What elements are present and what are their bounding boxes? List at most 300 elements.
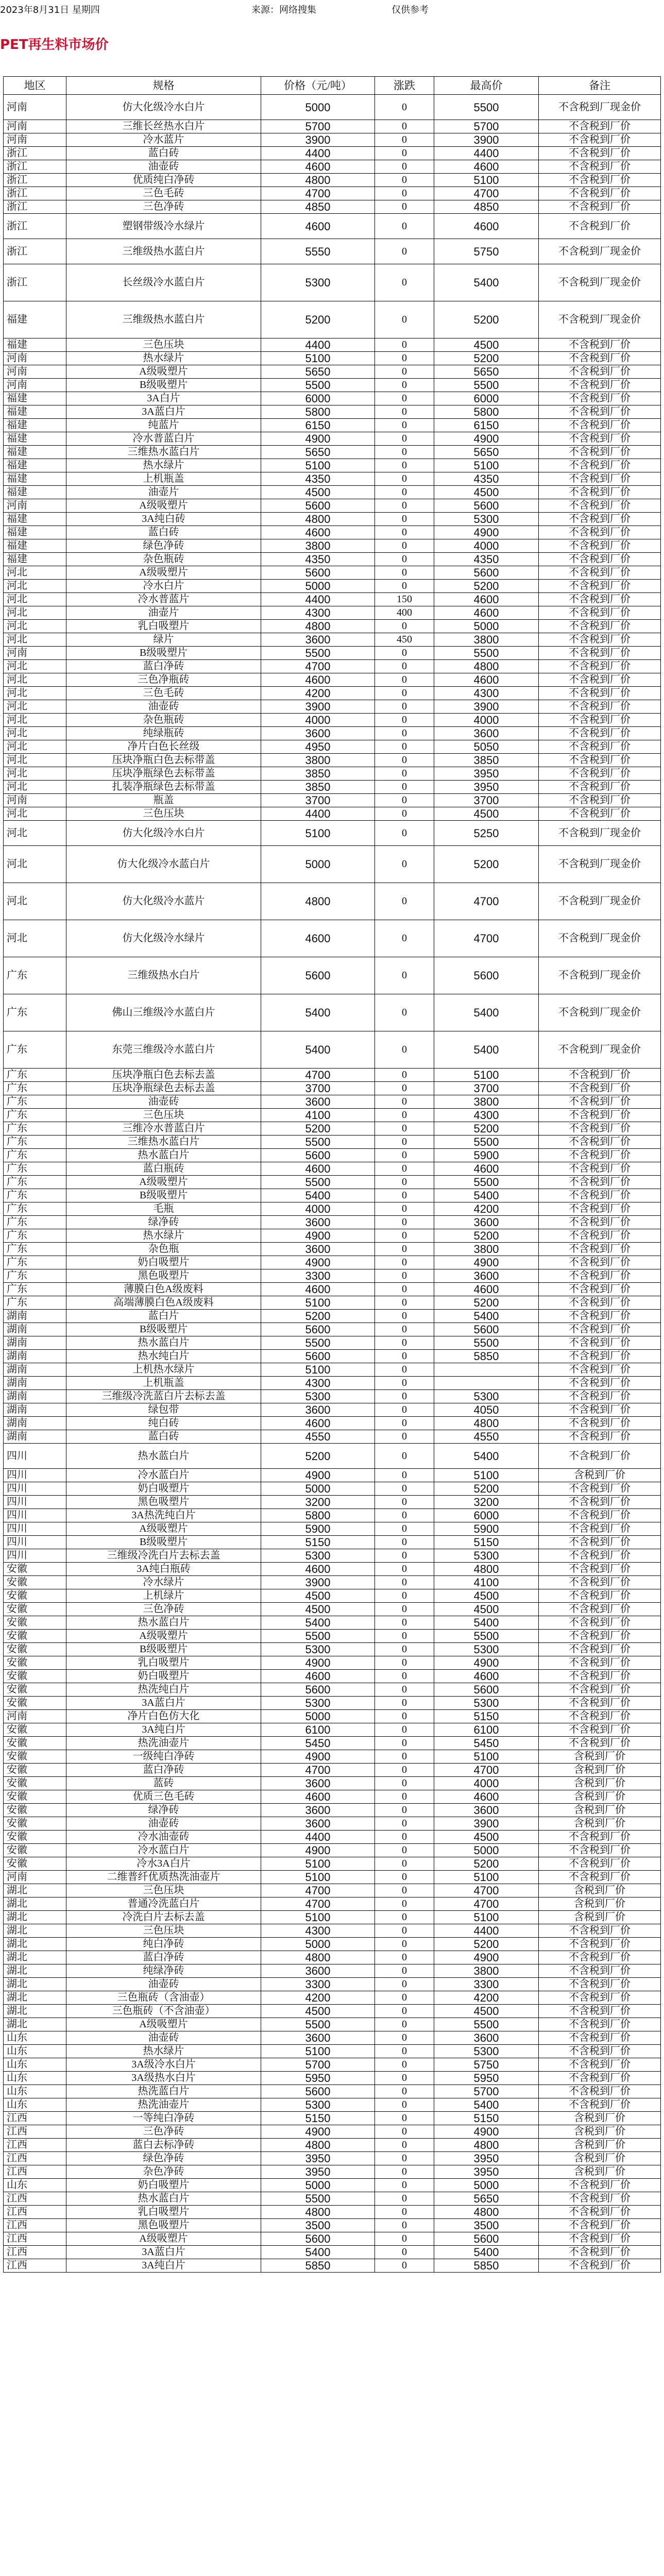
cell-region: 广东 [4, 1082, 66, 1095]
cell-high: 6150 [434, 419, 539, 432]
cell-high: 4100 [434, 1576, 539, 1589]
cell-price: 3600 [261, 1216, 375, 1229]
cell-price: 3600 [261, 1243, 375, 1256]
cell-price: 3950 [261, 2165, 375, 2179]
cell-note: 不含税到厂价 [539, 2232, 661, 2246]
cell-change: 0 [375, 2018, 434, 2031]
cell-change: 0 [375, 120, 434, 133]
cell-high: 5500 [434, 1336, 539, 1350]
cell-region: 河南 [4, 794, 66, 807]
cell-change: 0 [375, 1656, 434, 1670]
cell-region: 湖南 [4, 1310, 66, 1323]
cell-region: 山东 [4, 2031, 66, 2045]
cell-change: 0 [375, 1229, 434, 1243]
cell-price: 4600 [261, 160, 375, 174]
cell-change: 0 [375, 200, 434, 214]
cell-change: 0 [375, 2031, 434, 2045]
cell-region: 浙江 [4, 264, 66, 301]
cell-spec: 纯绿瓶砖 [66, 727, 261, 740]
table-row [4, 239, 661, 264]
cell-high: 5500 [434, 1136, 539, 1149]
cell-change: 450 [375, 633, 434, 647]
table-row [4, 1469, 661, 1482]
cell-spec: 3A蓝白片 [66, 405, 261, 419]
cell-region: 浙江 [4, 160, 66, 174]
table-row [4, 526, 661, 539]
cell-region: 江西 [4, 2152, 66, 2165]
cell-note: 不含税到厂价 [539, 2085, 661, 2098]
cell-change: 0 [375, 807, 434, 821]
cell-price: 3600 [261, 1804, 375, 1817]
cell-spec: B级吸塑片 [66, 1189, 261, 1202]
cell-price: 4500 [261, 1589, 375, 1603]
table-row [4, 1777, 661, 1790]
table-row [4, 1844, 661, 1857]
table-row [4, 539, 661, 553]
cell-change: 0 [375, 1978, 434, 1991]
cell-change: 0 [375, 1095, 434, 1109]
table-row [4, 120, 661, 133]
cell-price: 5300 [261, 1643, 375, 1656]
cell-high: 4700 [434, 1884, 539, 1897]
cell-price: 5100 [261, 1363, 375, 1377]
cell-region: 四川 [4, 1536, 66, 1549]
table-row [4, 1670, 661, 1683]
cell-change: 0 [375, 1777, 434, 1790]
cell-region: 河南 [4, 352, 66, 365]
cell-region: 河北 [4, 593, 66, 606]
cell-spec: 三维热水蓝白片 [66, 446, 261, 459]
cell-high: 5100 [434, 1069, 539, 1082]
cell-note: 不含税到厂现金价 [539, 846, 661, 883]
table-row [4, 1817, 661, 1831]
cell-price: 5100 [261, 1871, 375, 1884]
cell-change: 0 [375, 1536, 434, 1549]
cell-change: 0 [375, 1643, 434, 1656]
cell-note: 含税到厂价 [539, 1790, 661, 1804]
column-header-change: 涨跌 [375, 77, 434, 95]
cell-region: 河南 [4, 95, 66, 120]
cell-price: 4700 [261, 1897, 375, 1911]
cell-region: 河北 [4, 740, 66, 754]
cell-spec: 绿片 [66, 633, 261, 647]
cell-high: 3200 [434, 1496, 539, 1509]
cell-price: 5400 [261, 994, 375, 1031]
cell-spec: 蓝白净砖 [66, 660, 261, 673]
cell-note: 不含税到厂价 [539, 120, 661, 133]
cell-region: 安徽 [4, 1790, 66, 1804]
table-header-row [4, 77, 661, 95]
cell-region: 湖南 [4, 1323, 66, 1336]
cell-price: 5000 [261, 580, 375, 593]
cell-note: 不含税到厂价 [539, 200, 661, 214]
cell-note: 不含税到厂价 [539, 379, 661, 392]
cell-price: 4000 [261, 1202, 375, 1216]
cell-region: 浙江 [4, 187, 66, 200]
cell-spec: 3A级冷水白片 [66, 2058, 261, 2072]
cell-high: 5200 [434, 301, 539, 338]
cell-price: 4600 [261, 1162, 375, 1176]
cell-change: 0 [375, 1283, 434, 1296]
cell-change: 0 [375, 1296, 434, 1310]
cell-note: 不含税到厂价 [539, 1069, 661, 1082]
cell-spec: 热洗油壶片 [66, 1737, 261, 1750]
cell-price: 4800 [261, 620, 375, 633]
cell-high: 6000 [434, 392, 539, 405]
cell-region: 山东 [4, 2058, 66, 2072]
cell-price: 3800 [261, 754, 375, 767]
table-row [4, 2246, 661, 2259]
table-row [4, 994, 661, 1031]
cell-region: 河南 [4, 647, 66, 660]
cell-high: 4300 [434, 687, 539, 700]
cell-note: 不含税到厂价 [539, 754, 661, 767]
cell-high: 3950 [434, 2152, 539, 2165]
cell-change: 0 [375, 1256, 434, 1269]
cell-note: 不含税到厂价 [539, 1683, 661, 1697]
cell-spec: 绿色净砖 [66, 2152, 261, 2165]
table-row [4, 1697, 661, 1710]
cell-high: 5200 [434, 1482, 539, 1496]
cell-region: 山东 [4, 2085, 66, 2098]
table-row [4, 2139, 661, 2152]
cell-region: 河南 [4, 1871, 66, 1884]
cell-spec: 油壶砖 [66, 1095, 261, 1109]
table-row [4, 807, 661, 821]
cell-spec: 3A纯白片 [66, 2259, 261, 2273]
cell-spec: 蓝白去标净砖 [66, 2139, 261, 2152]
cell-high: 4000 [434, 1777, 539, 1790]
cell-spec: 蓝白砖 [66, 526, 261, 539]
cell-high: 4600 [434, 606, 539, 620]
cell-note: 含税到厂价 [539, 2112, 661, 2125]
cell-high: 3850 [434, 754, 539, 767]
cell-price: 3600 [261, 1403, 375, 1417]
cell-note: 不含税到厂价 [539, 794, 661, 807]
cell-change: 0 [375, 1737, 434, 1750]
cell-spec: 纯白净砖 [66, 1938, 261, 1951]
table-row [4, 1336, 661, 1350]
cell-region: 安徽 [4, 1764, 66, 1777]
cell-high: 5750 [434, 239, 539, 264]
cell-high: 4500 [434, 1603, 539, 1616]
cell-change: 0 [375, 1269, 434, 1283]
cell-change: 0 [375, 264, 434, 301]
cell-price: 4300 [261, 1377, 375, 1390]
cell-region: 广东 [4, 1202, 66, 1216]
cell-price: 3600 [261, 1095, 375, 1109]
cell-note: 不含税到厂价 [539, 133, 661, 147]
cell-note: 不含税到厂价 [539, 1162, 661, 1176]
cell-price: 5200 [261, 1310, 375, 1323]
cell-change: 0 [375, 2112, 434, 2125]
cell-change: 0 [375, 2192, 434, 2206]
cell-high: 5700 [434, 2085, 539, 2098]
cell-spec: 杂色瓶砖 [66, 714, 261, 727]
cell-price: 4800 [261, 1951, 375, 1964]
cell-high: 5900 [434, 1522, 539, 1536]
cell-change: 0 [375, 1202, 434, 1216]
cell-price: 5000 [261, 1938, 375, 1951]
table-row [4, 1522, 661, 1536]
cell-price: 4800 [261, 2139, 375, 2152]
cell-note: 不含税到厂价 [539, 1336, 661, 1350]
table-row [4, 1924, 661, 1938]
cell-price: 6000 [261, 392, 375, 405]
table-row [4, 740, 661, 754]
cell-price: 4600 [261, 526, 375, 539]
cell-high: 5050 [434, 740, 539, 754]
cell-high: 4000 [434, 714, 539, 727]
cell-region: 河南 [4, 365, 66, 379]
cell-region: 福建 [4, 338, 66, 352]
table-row [4, 1576, 661, 1589]
cell-spec: 三维级热水白片 [66, 957, 261, 994]
cell-change: 0 [375, 2139, 434, 2152]
cell-change: 0 [375, 1750, 434, 1764]
cell-change: 0 [375, 1723, 434, 1737]
cell-region: 河北 [4, 566, 66, 580]
cell-region: 江西 [4, 2219, 66, 2232]
cell-change: 0 [375, 301, 434, 338]
cell-price: 4800 [261, 174, 375, 187]
cell-region: 安徽 [4, 1723, 66, 1737]
cell-change: 0 [375, 1630, 434, 1643]
cell-high: 5100 [434, 1911, 539, 1924]
header-date: 2023年8月31日 星期四 [0, 5, 100, 15]
cell-spec: 奶白吸塑片 [66, 2179, 261, 2192]
cell-change: 0 [375, 580, 434, 593]
cell-high: 4500 [434, 1831, 539, 1844]
table-row [4, 2045, 661, 2058]
cell-note: 不含税到厂价 [539, 580, 661, 593]
table-row [4, 365, 661, 379]
cell-note: 不含税到厂价 [539, 566, 661, 580]
cell-spec: 上机瓶盖 [66, 472, 261, 486]
cell-price: 5950 [261, 2072, 375, 2085]
cell-change: 0 [375, 1082, 434, 1095]
table-row [4, 2259, 661, 2273]
cell-change: 0 [375, 647, 434, 660]
cell-region: 河北 [4, 606, 66, 620]
cell-change: 0 [375, 174, 434, 187]
cell-note: 不含税到厂价 [539, 1509, 661, 1522]
cell-price: 3900 [261, 133, 375, 147]
cell-high: 4700 [434, 883, 539, 920]
cell-note: 不含税到厂现金价 [539, 821, 661, 846]
cell-spec: 热水绿片 [66, 352, 261, 365]
cell-high: 5000 [434, 2179, 539, 2192]
cell-high: 5300 [434, 1697, 539, 1710]
cell-change: 0 [375, 700, 434, 714]
cell-high: 5500 [434, 1176, 539, 1189]
cell-region: 安徽 [4, 1777, 66, 1790]
header-bar [0, 0, 664, 18]
cell-high: 5850 [434, 2259, 539, 2273]
cell-high: 5100 [434, 459, 539, 472]
cell-high: 4600 [434, 1283, 539, 1296]
cell-high: 5150 [434, 1710, 539, 1723]
cell-region: 河北 [4, 580, 66, 593]
cell-region: 湖北 [4, 1964, 66, 1978]
cell-spec: 上机瓶盖 [66, 1377, 261, 1390]
cell-spec: 三色净砖 [66, 200, 261, 214]
cell-high: 3700 [434, 794, 539, 807]
cell-note: 不含税到厂价 [539, 1951, 661, 1964]
table-row [4, 1243, 661, 1256]
cell-region: 福建 [4, 405, 66, 419]
cell-spec: 油壶片 [66, 606, 261, 620]
table-row [4, 301, 661, 338]
table-row [4, 1310, 661, 1323]
cell-change: 0 [375, 187, 434, 200]
cell-price: 4300 [261, 1924, 375, 1938]
cell-note: 不含税到厂价 [539, 1216, 661, 1229]
cell-spec: 毛瓶 [66, 1202, 261, 1216]
table-row [4, 1857, 661, 1871]
cell-price: 4800 [261, 2206, 375, 2219]
table-row [4, 1095, 661, 1109]
cell-high: 3950 [434, 2165, 539, 2179]
cell-change: 0 [375, 1603, 434, 1616]
table-row [4, 2058, 661, 2072]
cell-high: 4600 [434, 160, 539, 174]
cell-high: 4800 [434, 1417, 539, 1430]
cell-region: 湖北 [4, 1938, 66, 1951]
cell-high: 5200 [434, 1229, 539, 1243]
cell-region: 江西 [4, 2165, 66, 2179]
cell-spec: 热水绿片 [66, 1229, 261, 1243]
cell-note: 不含税到厂价 [539, 1149, 661, 1162]
cell-spec: 三维级冷洗白片去标去盖 [66, 1549, 261, 1563]
cell-region: 江西 [4, 2246, 66, 2259]
cell-price: 3900 [261, 1576, 375, 1589]
table-row [4, 1831, 661, 1844]
cell-region: 河北 [4, 673, 66, 687]
cell-spec: 仿大化级冷水绿片 [66, 920, 261, 957]
cell-high: 3600 [434, 1216, 539, 1229]
cell-change: 0 [375, 147, 434, 160]
cell-high: 5400 [434, 264, 539, 301]
cell-price: 4600 [261, 1670, 375, 1683]
cell-high: 5400 [434, 1031, 539, 1069]
cell-spec: 奶白吸塑片 [66, 1256, 261, 1269]
cell-region: 福建 [4, 419, 66, 432]
cell-spec: A级吸塑片 [66, 2018, 261, 2031]
cell-change: 0 [375, 2165, 434, 2179]
cell-region: 河北 [4, 807, 66, 821]
cell-change: 0 [375, 1069, 434, 1082]
cell-note: 含税到厂价 [539, 1897, 661, 1911]
table-row [4, 1122, 661, 1136]
cell-note: 不含税到厂价 [539, 486, 661, 499]
cell-price: 5300 [261, 1697, 375, 1710]
cell-note: 不含税到厂价 [539, 2259, 661, 2273]
cell-change: 0 [375, 419, 434, 432]
cell-note: 不含税到厂价 [539, 2192, 661, 2206]
cell-region: 河北 [4, 846, 66, 883]
table-row [4, 2098, 661, 2112]
cell-region: 广东 [4, 1069, 66, 1082]
cell-note: 含税到厂价 [539, 1750, 661, 1764]
cell-spec: 三维级热水蓝白片 [66, 301, 261, 338]
cell-region: 广东 [4, 957, 66, 994]
cell-change: 0 [375, 1897, 434, 1911]
column-header-note: 备注 [539, 77, 661, 95]
cell-spec: 3A纯白砖 [66, 513, 261, 526]
cell-price: 5500 [261, 1336, 375, 1350]
cell-change: 0 [375, 1871, 434, 1884]
cell-high: 5600 [434, 957, 539, 994]
cell-high: 4600 [434, 1790, 539, 1804]
cell-price: 4350 [261, 553, 375, 566]
table-row [4, 673, 661, 687]
cell-region: 广东 [4, 1189, 66, 1202]
cell-note: 不含税到厂价 [539, 499, 661, 513]
cell-spec: 冷洗白片去标去盖 [66, 1911, 261, 1924]
cell-high: 4500 [434, 1589, 539, 1603]
table-row [4, 2018, 661, 2031]
table-row [4, 419, 661, 432]
cell-region: 湖南 [4, 1403, 66, 1417]
cell-spec: 三维级热水蓝白片 [66, 239, 261, 264]
cell-note: 不含税到厂价 [539, 1095, 661, 1109]
cell-region: 湖北 [4, 2005, 66, 2018]
cell-price: 4700 [261, 660, 375, 673]
cell-spec: 三色压块 [66, 338, 261, 352]
table-row [4, 1991, 661, 2005]
cell-high: 3300 [434, 1978, 539, 1991]
cell-region: 浙江 [4, 174, 66, 187]
cell-region: 河南 [4, 133, 66, 147]
cell-note: 不含税到厂现金价 [539, 95, 661, 120]
cell-change: 0 [375, 365, 434, 379]
cell-change: 0 [375, 160, 434, 174]
cell-spec: 乳白吸塑片 [66, 2206, 261, 2219]
table-row [4, 754, 661, 767]
cell-region: 福建 [4, 392, 66, 405]
cell-spec: 三色压块 [66, 1884, 261, 1897]
table-row [4, 174, 661, 187]
cell-note: 不含税到厂现金价 [539, 1031, 661, 1069]
cell-spec: 绿净砖 [66, 1804, 261, 1817]
cell-change: 0 [375, 1563, 434, 1576]
table-row [4, 727, 661, 740]
table-row [4, 633, 661, 647]
cell-spec: 热水蓝白片 [66, 2192, 261, 2206]
cell-region: 河北 [4, 660, 66, 673]
cell-note: 不含税到厂价 [539, 1310, 661, 1323]
cell-spec: 冷水油壶砖 [66, 1831, 261, 1844]
cell-region: 河北 [4, 633, 66, 647]
cell-high: 3800 [434, 1243, 539, 1256]
table-row [4, 1256, 661, 1269]
cell-high: 3600 [434, 727, 539, 740]
cell-spec: 蓝白净砖 [66, 1951, 261, 1964]
cell-region: 河北 [4, 781, 66, 794]
table-row [4, 2152, 661, 2165]
table-row [4, 2031, 661, 2045]
cell-high: 5100 [434, 1871, 539, 1884]
cell-price: 4350 [261, 472, 375, 486]
cell-region: 广东 [4, 1095, 66, 1109]
cell-spec: 绿色净砖 [66, 539, 261, 553]
cell-spec: 三维热水蓝白片 [66, 1136, 261, 1149]
cell-price: 4200 [261, 1991, 375, 2005]
cell-note: 不含税到厂价 [539, 1589, 661, 1603]
cell-region: 四川 [4, 1482, 66, 1496]
cell-spec: 净片白色仿大化 [66, 1710, 261, 1723]
